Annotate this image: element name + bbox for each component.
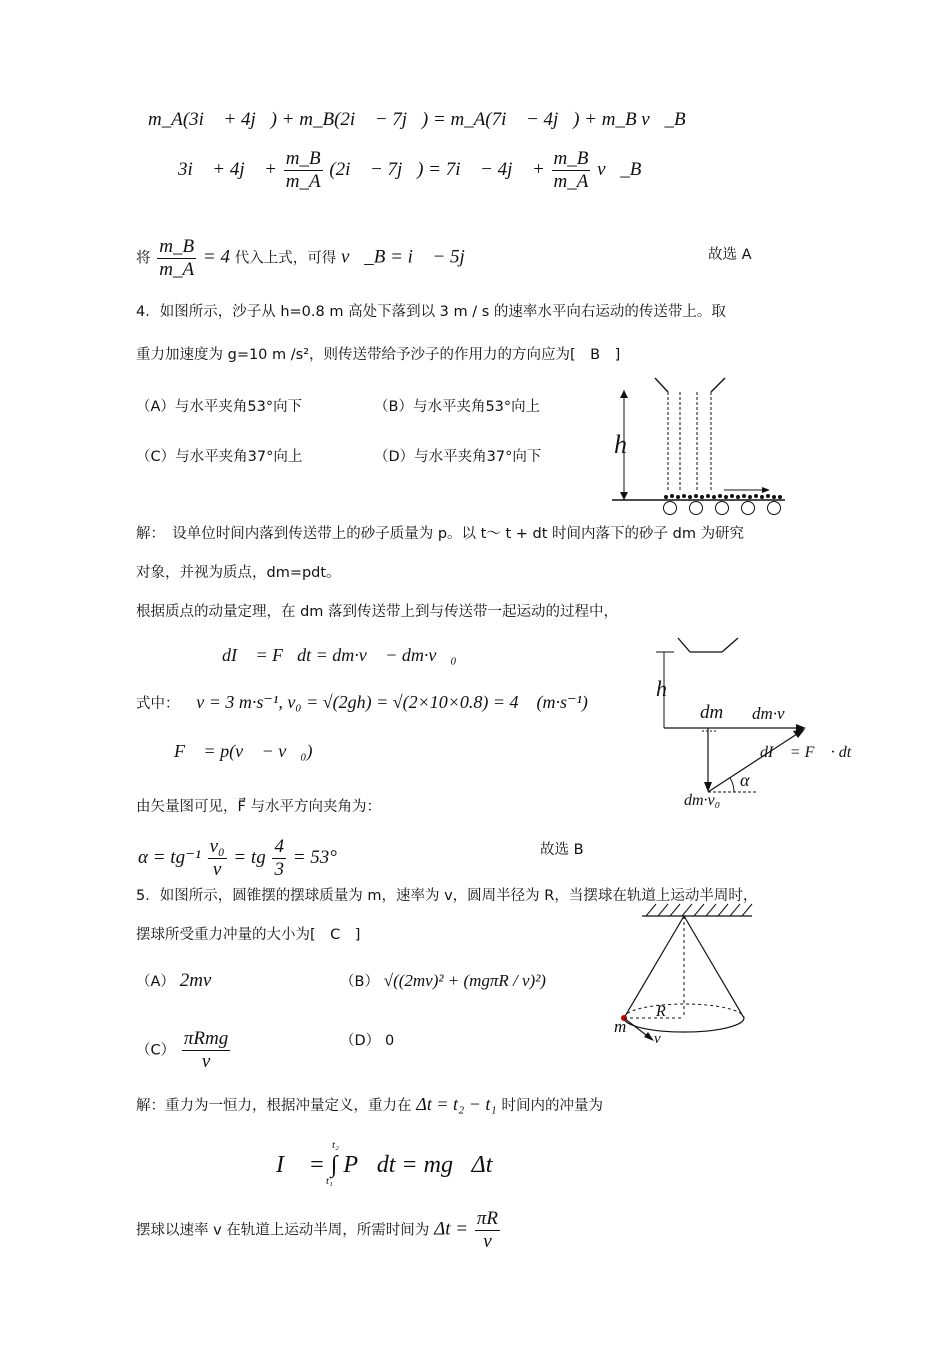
integral-lower-limit: t₁ bbox=[326, 1175, 333, 1187]
dm-v-label: dm·v⃗ bbox=[752, 704, 798, 723]
fraction-numerator: m_B bbox=[285, 148, 321, 169]
option-value: √((2mv)² + (mgπR / v)²) bbox=[383, 971, 546, 990]
impulse-vector-label: dI⃗ = F⃗ · dt bbox=[760, 744, 852, 761]
solution-5-line-2 bbox=[136, 1208, 502, 1253]
velocity-ratio-fraction bbox=[208, 836, 227, 881]
option-c: （C）与水平夹角37°向上 bbox=[136, 449, 303, 465]
option-a: （A）与水平夹角53°向下 bbox=[136, 399, 303, 415]
fraction-denominator: v bbox=[201, 1051, 211, 1072]
solution-4-line-3: 根据质点的动量定理，在 dm 落到传送带上到与传送带一起运动的过程中， bbox=[136, 604, 619, 620]
option-b: （B）与水平夹角53°向上 bbox=[374, 399, 541, 415]
option-c-5 bbox=[136, 1028, 232, 1073]
fraction-denominator: v bbox=[483, 1231, 492, 1252]
mass-ratio-fraction bbox=[157, 236, 196, 281]
momentum-equation-divided bbox=[178, 148, 641, 193]
vector-diagram bbox=[650, 632, 850, 812]
solution-4-line-2: 对象，并视为质点，dm=pdt。 bbox=[136, 565, 341, 581]
vector-diagram-text: 由矢量图可见，F⃗ 与水平方向夹角为： bbox=[136, 799, 381, 815]
numeric-fraction bbox=[272, 836, 286, 881]
dm-v0-label: dm·v₀ bbox=[684, 792, 721, 809]
sub-text: 代入上式，可得 bbox=[234, 250, 337, 267]
height-label: h bbox=[614, 430, 627, 459]
fraction-numerator: 4 bbox=[274, 836, 284, 857]
momentum-equation: m_A(3i⃗ + 4j⃗) + m_B(2i⃗ − 7j⃗) = m_A(7i⃗ − 4j⃗) + m_B v⃗_B bbox=[148, 109, 686, 130]
mass-ratio-fraction bbox=[284, 148, 323, 193]
option-label: （D） bbox=[340, 1033, 381, 1049]
time-interval: Δt = t₂ − t₁ bbox=[416, 1094, 497, 1114]
mass-ratio-fraction bbox=[552, 148, 591, 193]
eq-part: = 53° bbox=[292, 846, 337, 868]
where-label: 式中： bbox=[136, 696, 180, 712]
question-4-line-1: 4．如图所示，沙子从 h=0.8 m 高处下落到以 3 m / s 的速率水平向右运动的传送带上。取 bbox=[136, 304, 726, 320]
eq-part: (2i⃗ − 7j⃗) = 7i⃗ − 4j⃗ + bbox=[329, 158, 545, 180]
text-part: 时间内的冲量为 bbox=[501, 1098, 603, 1114]
option-d-5 bbox=[340, 1030, 394, 1051]
eq-part: α = tg⁻¹ bbox=[138, 846, 201, 868]
option-label: （B） bbox=[340, 974, 379, 990]
alpha-label: α bbox=[740, 770, 750, 790]
question-5-line-2: 摆球所受重力冲量的大小为[ C ] bbox=[136, 927, 361, 943]
velocity-values-equation: v = 3 m·s⁻¹, v₀ = √(2gh) = √(2×10×0.8) = 4 (m·s⁻¹) bbox=[196, 692, 588, 712]
option-value: 2mv bbox=[179, 970, 212, 991]
values-line bbox=[136, 692, 588, 714]
fraction-numerator: πRmg bbox=[183, 1028, 229, 1049]
text-part: 摆球以速率 v 在轨道上运动半周，所需时间为 bbox=[136, 1222, 430, 1239]
fraction-numerator: m_B bbox=[553, 148, 589, 169]
fraction-denominator: 3 bbox=[274, 859, 284, 880]
radius-label: R bbox=[656, 1003, 666, 1020]
fraction-denominator: m_A bbox=[553, 171, 589, 192]
option-d: （D）与水平夹角37°向下 bbox=[374, 449, 542, 465]
mass-label: m bbox=[614, 1017, 627, 1036]
fraction-denominator: v bbox=[212, 859, 222, 880]
fraction-numerator: m_B bbox=[159, 236, 195, 257]
impulse-equation: dI⃗ = F⃗dt = dm·v⃗ − dm·v⃗₀ bbox=[222, 645, 457, 665]
integral-upper-limit: t₂ bbox=[332, 1139, 339, 1151]
fraction-denominator: m_A bbox=[159, 259, 195, 280]
option-a-5 bbox=[136, 971, 211, 992]
impulse-integral-equation bbox=[276, 1150, 492, 1180]
conical-pendulum-figure bbox=[606, 896, 766, 1056]
option-label: （A） bbox=[136, 974, 175, 990]
eq-part: v⃗_B bbox=[597, 158, 642, 180]
question-5-line-1: 5．如图所示，圆锥摆的摆球质量为 m，速率为 v，圆周半径为 R，当摆球在轨道上运动半周时， bbox=[136, 888, 758, 904]
fraction-numerator: πR bbox=[476, 1208, 499, 1229]
option-value: 0 bbox=[384, 1033, 395, 1049]
vector-height-label: h bbox=[656, 676, 667, 701]
ratio-value: = 4 bbox=[202, 246, 230, 268]
option-fraction bbox=[182, 1028, 230, 1073]
fraction-numerator: v₀ bbox=[209, 836, 225, 857]
conveyor-figure bbox=[600, 372, 800, 517]
velocity-result: v⃗_B = i⃗ − 5j⃗ bbox=[341, 246, 480, 268]
option-b-5 bbox=[340, 971, 546, 992]
answer-a: 故选 A bbox=[708, 247, 752, 263]
sub-prefix: 将 bbox=[136, 250, 151, 267]
eq-part: = tg bbox=[233, 846, 266, 868]
question-4-line-2: 重力加速度为 g=10 m /s²，则传送带给予沙子的作用力的方向应为[ B ] bbox=[136, 347, 621, 363]
angle-equation bbox=[138, 836, 337, 881]
solution-5-line-1 bbox=[136, 1094, 603, 1116]
option-label: （C） bbox=[136, 1042, 176, 1059]
fraction-denominator: m_A bbox=[285, 171, 321, 192]
half-period-fraction bbox=[475, 1208, 500, 1253]
time-equation: Δt = bbox=[434, 1218, 469, 1240]
dm-label: dm bbox=[700, 702, 724, 723]
solution-4-line-1: 解： 设单位时间内落到传送带上的砂子质量为 p。以 t～ t + dt 时间内落下的砂子 dm 为研究 bbox=[136, 526, 745, 542]
force-equation: F⃗ = p(v⃗ − v⃗₀) bbox=[174, 741, 313, 761]
text-part: 解：重力为一恒力，根据冲量定义，重力在 bbox=[136, 1098, 412, 1114]
eq-part: 3i⃗ + 4j⃗ + bbox=[178, 158, 278, 180]
substitution-line bbox=[136, 236, 480, 281]
velocity-label: v⃗ bbox=[654, 1031, 673, 1047]
answer-b: 故选 B bbox=[540, 842, 584, 858]
eq-part: I⃗ = ∫ P⃗dt = mg⃗Δt bbox=[276, 1152, 493, 1178]
